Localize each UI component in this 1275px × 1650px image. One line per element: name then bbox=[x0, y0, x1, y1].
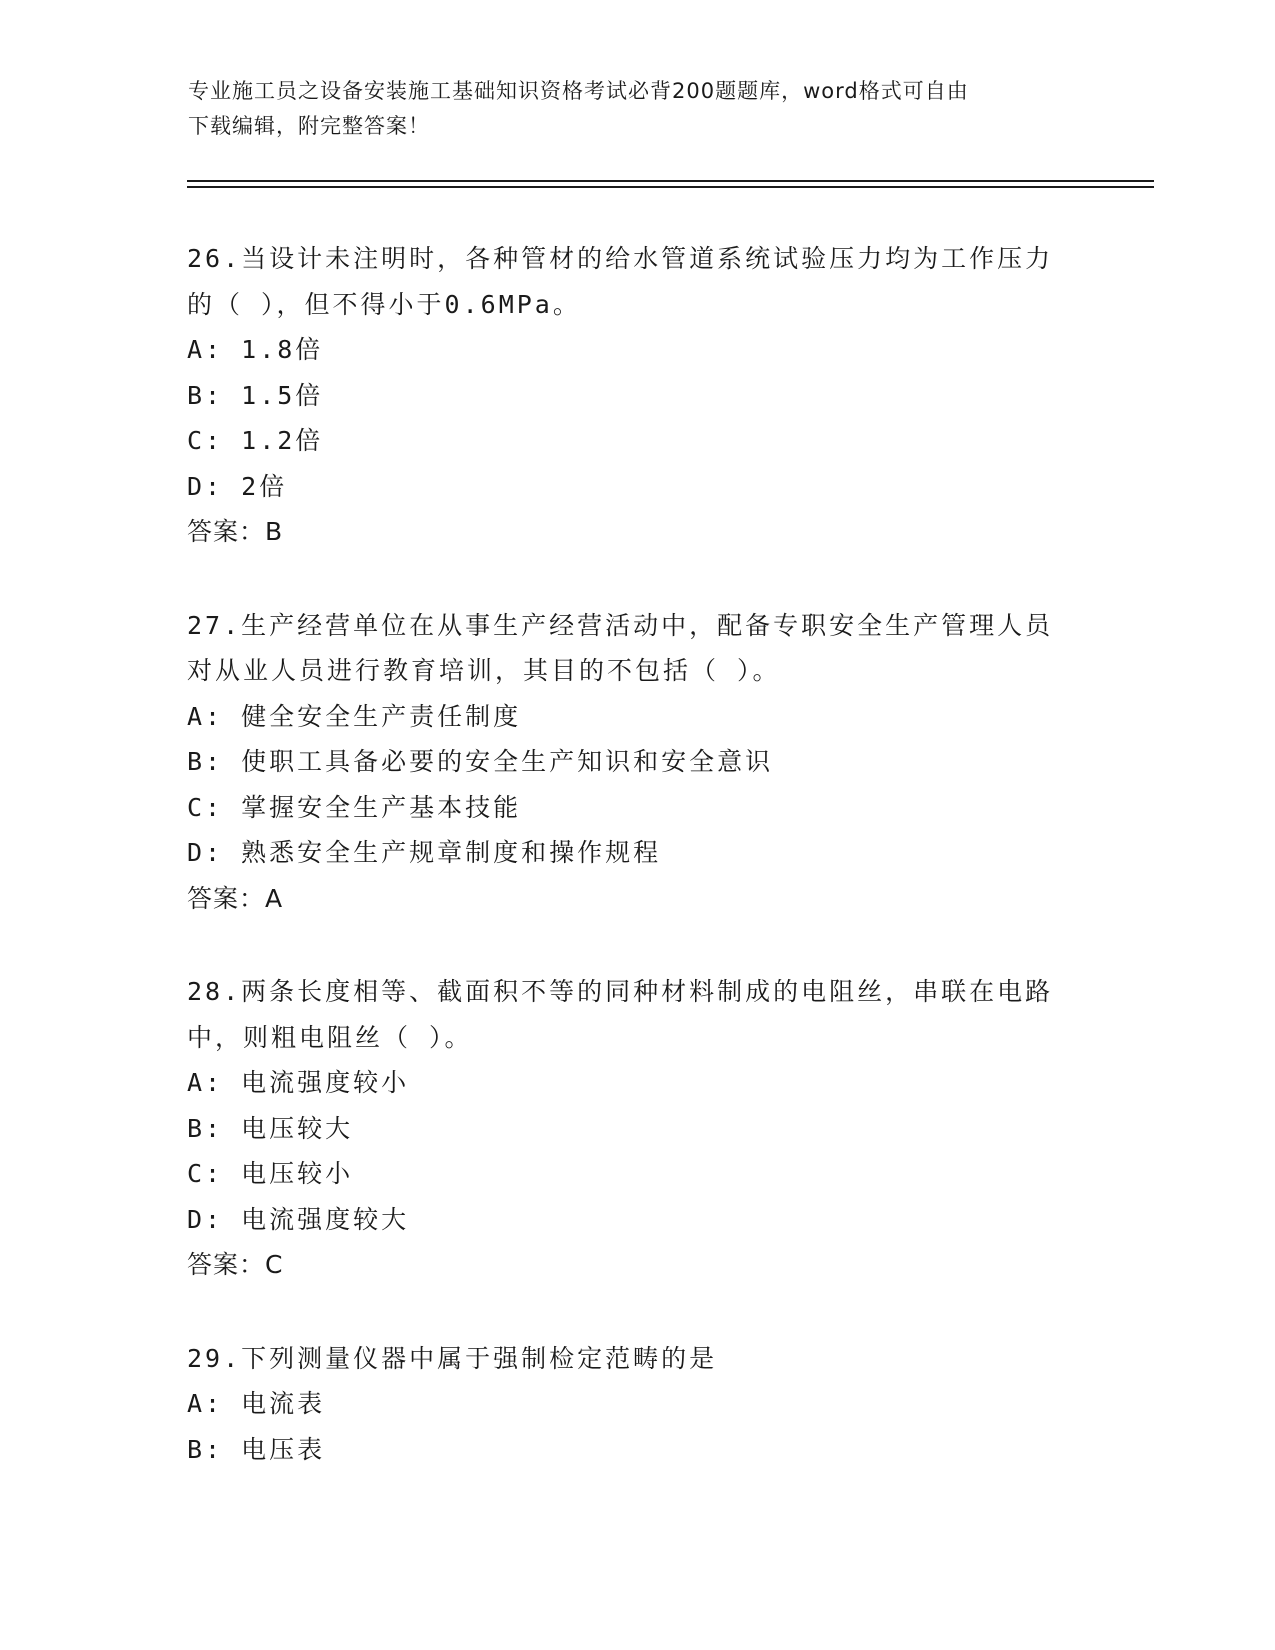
question-stem: 对从业人员进行教育培训，其目的不包括（ ）。 bbox=[187, 656, 781, 685]
question-list bbox=[187, 236, 1087, 1520]
option-a: A: 1.8倍 bbox=[187, 335, 324, 364]
option-a: A: 电流表 bbox=[187, 1389, 326, 1418]
question-26 bbox=[187, 236, 1087, 555]
option-b: B: 电压表 bbox=[187, 1434, 326, 1464]
document-header bbox=[188, 74, 1088, 144]
answer-line: 答案：B bbox=[187, 517, 284, 546]
question-stem: 27.生产经营单位在从事生产经营活动中，配备专职安全生产管理人员 bbox=[187, 610, 1054, 640]
question-29 bbox=[187, 1336, 1087, 1473]
option-a: A: 电流强度较小 bbox=[187, 1068, 410, 1097]
option-d: D: 熟悉安全生产规章制度和操作规程 bbox=[187, 838, 662, 867]
option-b: B: 电压较大 bbox=[187, 1113, 354, 1143]
question-27 bbox=[187, 603, 1087, 922]
option-c: C: 电压较小 bbox=[187, 1159, 354, 1188]
header-divider-bottom bbox=[187, 186, 1154, 188]
question-stem: 中，则粗电阻丝（ ）。 bbox=[187, 1022, 473, 1052]
header-text-line-1: 专业施工员之设备安装施工基础知识资格考试必背200题题库，word格式可自由 bbox=[188, 79, 969, 103]
header-text-line-2: 下载编辑，附完整答案！ bbox=[188, 114, 430, 138]
question-stem: 29.下列测量仪器中属于强制检定范畴的是 bbox=[187, 1343, 718, 1373]
question-28 bbox=[187, 969, 1087, 1288]
option-a: A: 健全安全生产责任制度 bbox=[187, 701, 522, 731]
option-c: C: 掌握安全生产基本技能 bbox=[187, 792, 522, 822]
option-b: B: 1.5倍 bbox=[187, 380, 324, 410]
answer-line: 答案：C bbox=[187, 1250, 284, 1279]
answer-line: 答案：A bbox=[187, 883, 284, 913]
option-d: D: 电流强度较大 bbox=[187, 1204, 410, 1234]
option-b: B: 使职工具备必要的安全生产知识和安全意识 bbox=[187, 747, 774, 776]
option-c: C: 1.2倍 bbox=[187, 426, 324, 455]
question-stem: 26.当设计未注明时，各种管材的给水管道系统试验压力均为工作压力 bbox=[187, 244, 1054, 273]
question-stem: 的（ ），但不得小于0.6MPa。 bbox=[187, 289, 581, 319]
option-d: D: 2倍 bbox=[187, 471, 288, 501]
header-divider-top bbox=[187, 180, 1154, 182]
question-stem: 28.两条长度相等、截面积不等的同种材料制成的电阻丝，串联在电路 bbox=[187, 977, 1054, 1006]
